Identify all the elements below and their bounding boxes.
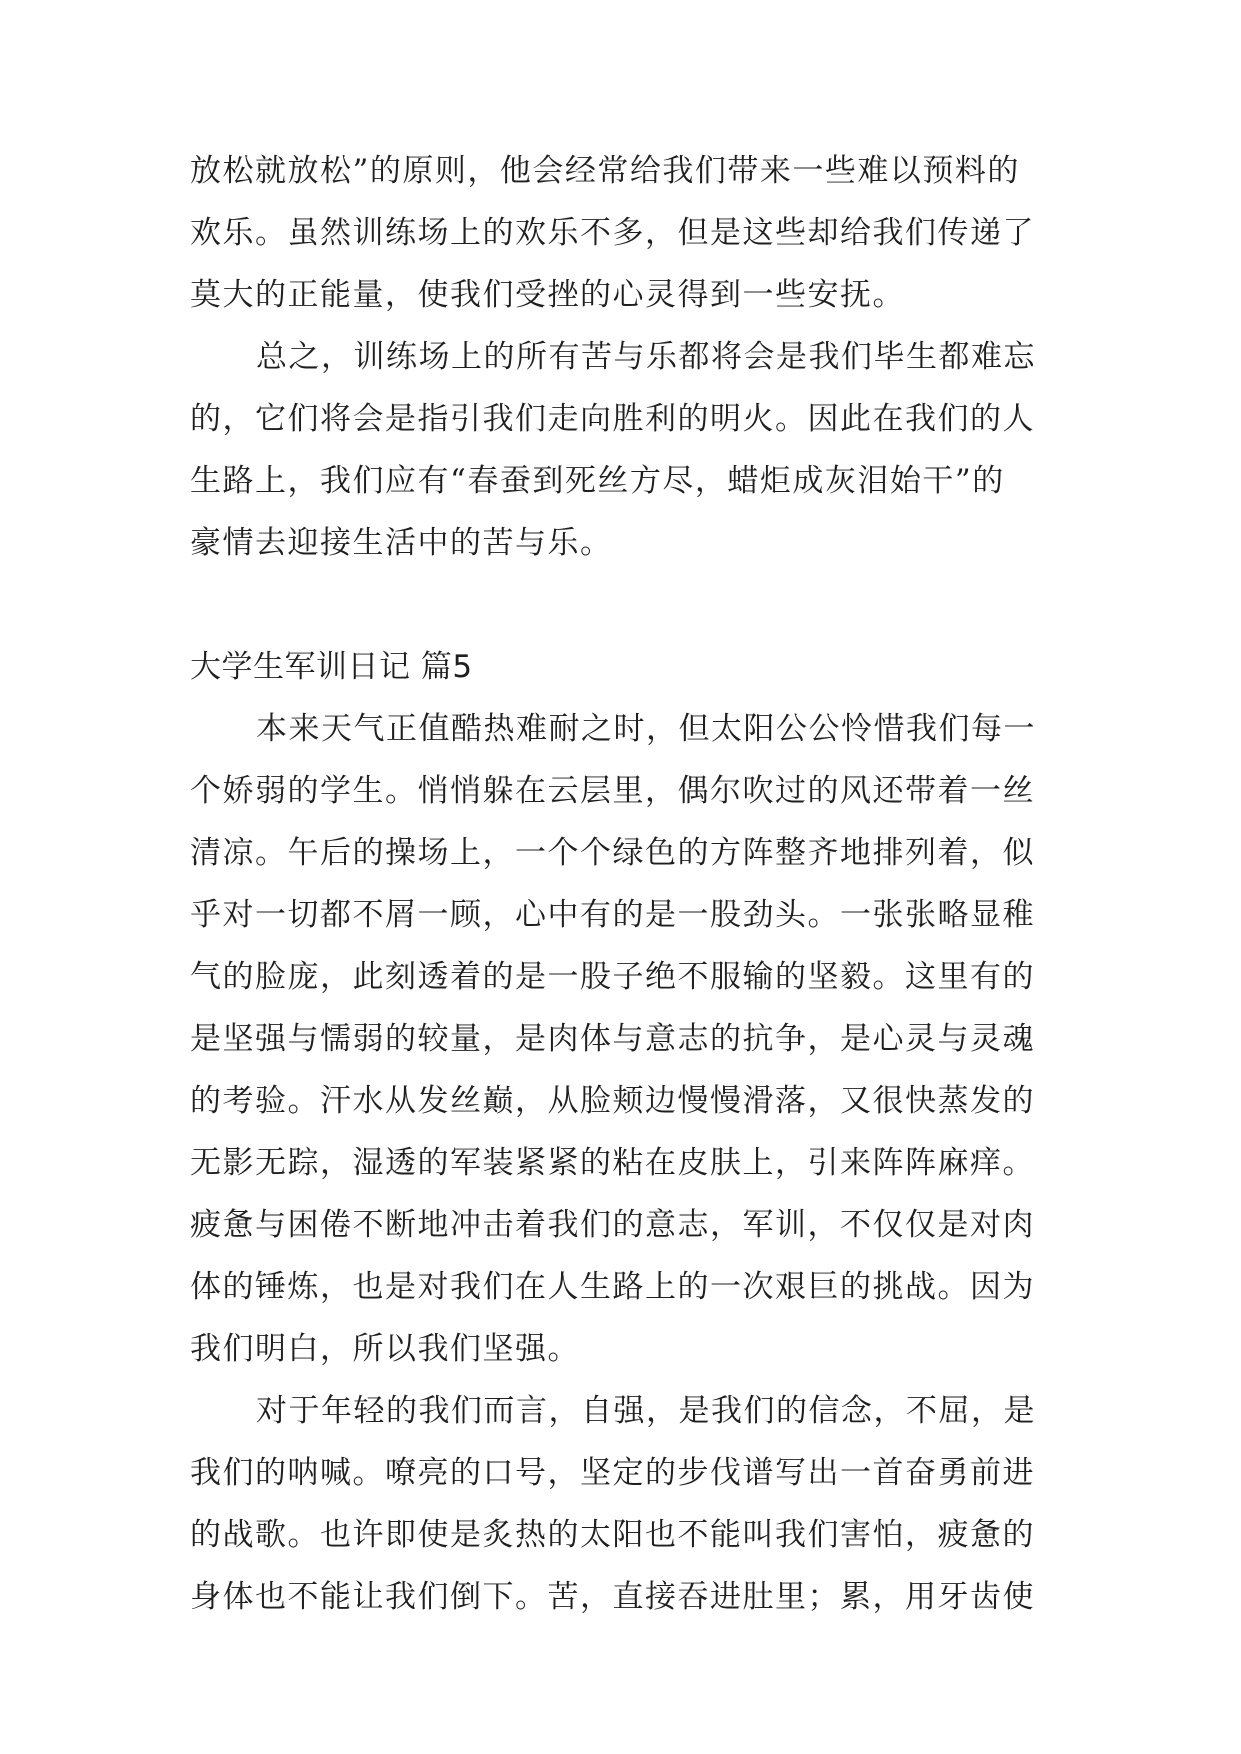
paragraph-line: 对于年轻的我们而言，自强，是我们的信念，不屈，是	[256, 1393, 1036, 1429]
paragraph-line: 莫大的正能量，使我们受挫的心灵得到一些安抚。	[190, 277, 905, 313]
document-body	[190, 140, 1050, 1628]
paragraph-line: 放松就放松”的原则，他会经常给我们带来一些难以预料的	[190, 153, 1020, 189]
paragraph-line: 清凉。午后的操场上，一个个绿色的方阵整齐地排列着，似	[190, 835, 1035, 871]
paragraph-line: 疲惫与困倦不断地冲击着我们的意志，军训，不仅仅是对肉	[190, 1207, 1035, 1243]
paragraph-line: 欢乐。虽然训练场上的欢乐不多，但是这些却给我们传递了	[190, 215, 1035, 251]
paragraph-line: 身体也不能让我们倒下。苦，直接吞进肚里；累，用牙齿使	[190, 1579, 1035, 1615]
paragraph-line: 气的脸庞，此刻透着的是一股子绝不服输的坚毅。这里有的	[190, 959, 1035, 995]
paragraph-line: 总之，训练场上的所有苦与乐都将会是我们毕生都难忘	[256, 339, 1036, 375]
section-heading: 大学生军训日记 篇5	[190, 649, 473, 685]
paragraph-line: 我们的呐喊。嘹亮的口号，坚定的步伐谱写出一首奋勇前进	[190, 1455, 1035, 1491]
paragraph-line: 乎对一切都不屑一顾，心中有的是一股劲头。一张张略显稚	[190, 897, 1035, 933]
paragraph-line: 体的锤炼，也是对我们在人生路上的一次艰巨的挑战。因为	[190, 1269, 1035, 1305]
paragraph-line: 的考验。汗水从发丝巅，从脸颊边慢慢滑落，又很快蒸发的	[190, 1083, 1035, 1119]
paragraph-line: 个娇弱的学生。悄悄躲在云层里，偶尔吹过的风还带着一丝	[190, 773, 1035, 809]
paragraph-line: 我们明白，所以我们坚强。	[190, 1331, 580, 1367]
paragraph-line: 生路上，我们应有“春蚕到死丝方尽，蜡炬成灰泪始干”的	[190, 463, 1005, 499]
paragraph-line: 是坚强与懦弱的较量，是肉体与意志的抗争，是心灵与灵魂	[190, 1021, 1035, 1057]
paragraph-line: 豪情去迎接生活中的苦与乐。	[190, 525, 613, 561]
paragraph-line: 的，它们将会是指引我们走向胜利的明火。因此在我们的人	[190, 401, 1035, 437]
paragraph-line: 本来天气正值酷热难耐之时，但太阳公公怜惜我们每一	[256, 711, 1036, 747]
section-spacer	[190, 574, 1050, 636]
paragraph-line: 的战歌。也许即使是炙热的太阳也不能叫我们害怕，疲惫的	[190, 1517, 1035, 1553]
paragraph-line: 无影无踪，湿透的军装紧紧的粘在皮肤上，引来阵阵麻痒。	[190, 1145, 1035, 1181]
